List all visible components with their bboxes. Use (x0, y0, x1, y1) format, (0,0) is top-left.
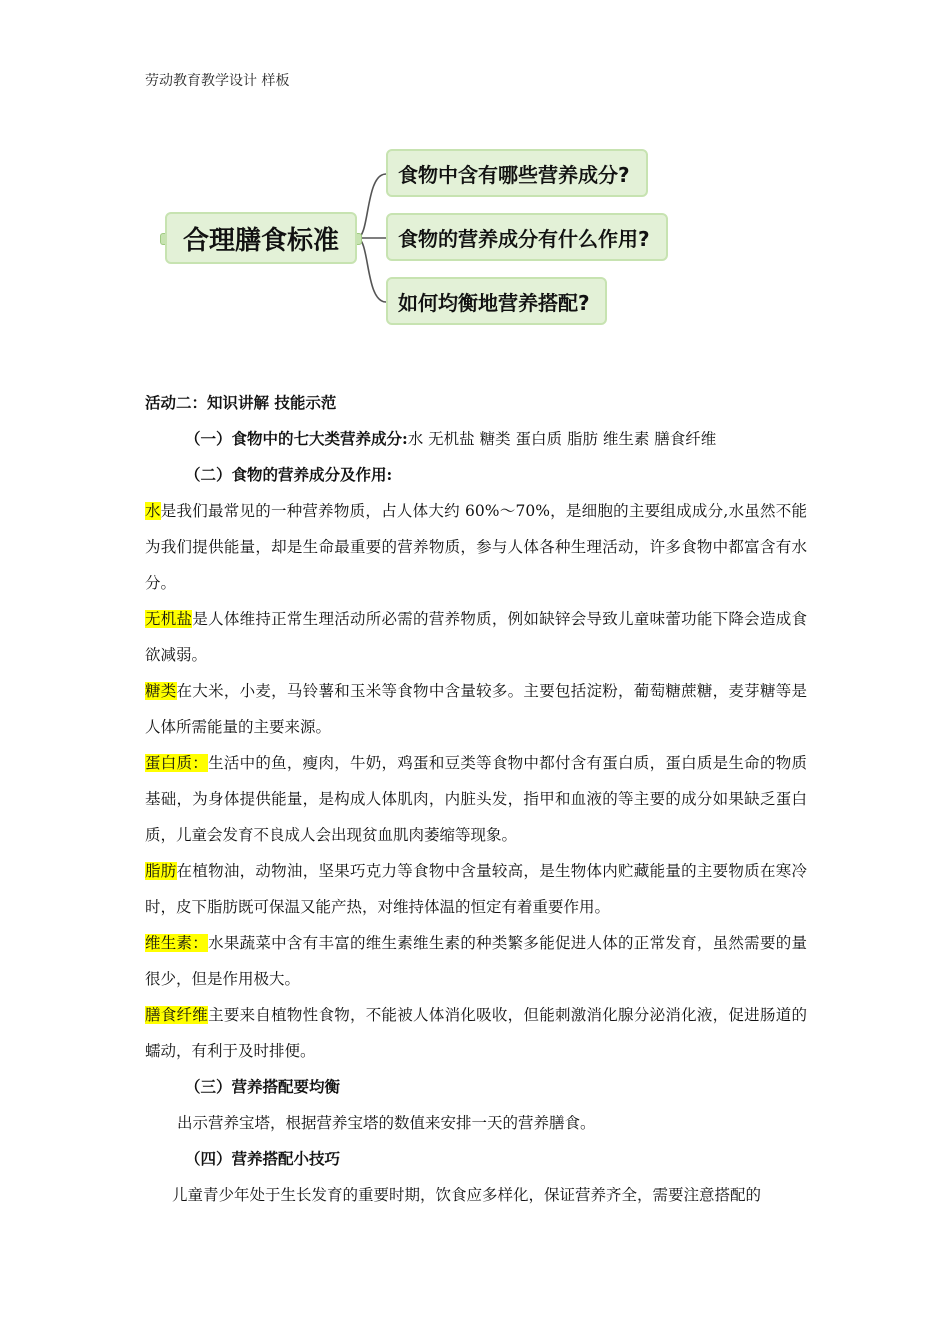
entry-text: 水果蔬菜中含有丰富的维生素维生素的种类繁多能促进人体的正常发育，虽然需要的量很少，但是作用极大。 (145, 934, 807, 988)
section-4-heading: （四）营养搭配小技巧 (185, 1149, 341, 1168)
entry-fat (145, 853, 807, 925)
entry-text: 在植物油，动物油，坚果巧克力等食物中含量较高，是生物体内贮藏能量的主要物质在寒冷时，皮下脂肪既可保温又能产热，对维持体温的恒定有着重要作用。 (145, 862, 807, 916)
term-highlight: 水 (145, 502, 161, 520)
term-highlight: 糖类 (145, 682, 177, 700)
entry-text: 在大米，小麦，马铃薯和玉米等食物中含量较多。主要包括淀粉，葡萄糖蔗糖，麦芽糖等是人体所需能量的主要来源。 (145, 682, 807, 736)
page-header: 劳动教育教学设计 样板 (145, 73, 290, 89)
entry-text: 主要来自植物性食物，不能被人体消化吸收，但能刺激消化腺分泌消化液，促进肠道的蠕动，有利于及时排便。 (145, 1006, 807, 1060)
term-highlight: 维生素： (145, 934, 209, 952)
mind-map (0, 0, 950, 360)
entry-vitamins (145, 925, 807, 997)
mind-map-root: 合理膳食标准 (165, 212, 357, 264)
section-1-items: 水 无机盐 糖类 蛋白质 脂肪 维生素 膳食纤维 (407, 430, 717, 448)
section-3-text: 出示营养宝塔，根据营养宝塔的数值来安排一天的营养膳食。 (177, 1114, 596, 1132)
document-body (145, 385, 807, 1213)
mind-map-branch-3: 如何均衡地营养搭配? (386, 277, 607, 325)
entry-text: 是人体维持正常生理活动所必需的营养物质，例如缺锌会导致儿童味蕾功能下降会造成食欲减弱。 (145, 610, 807, 664)
term-highlight: 脂肪 (145, 862, 177, 880)
section-4-text: 儿童青少年处于生长发育的重要时期，饮食应多样化，保证营养齐全，需要注意搭配的 (172, 1186, 762, 1204)
section-3-heading: （三）营养搭配要均衡 (185, 1077, 341, 1096)
section-1 (145, 421, 807, 457)
activity-title: 活动二：知识讲解 技能示范 (145, 393, 337, 412)
section-1-heading: （一）食物中的七大类营养成分: (185, 429, 408, 448)
entry-text: 生活中的鱼，瘦肉，牛奶，鸡蛋和豆类等食物中都付含有蛋白质，蛋白质是生命的物质基础，为身体提供能量，是构成人体肌肉，内脏头发，指甲和血液的等主要的成分如果缺乏蛋白质，儿童会发育不良成人会出现贫血肌肉萎缩等现象。 (145, 754, 807, 844)
mind-map-branch-1: 食物中含有哪些营养成分? (386, 149, 648, 197)
entry-protein (145, 745, 807, 853)
entry-water (145, 493, 807, 601)
entry-text: 是我们最常见的一种营养物质，占人体大约 60%～70%，是细胞的主要组成成分,水虽然不能为我们提供能量，却是生命最重要的营养物质，参与人体各种生理活动，许多食物中都富含有水分。 (145, 502, 807, 592)
section-2-heading: （二）食物的营养成分及作用: (185, 465, 393, 484)
mind-map-branch-2: 食物的营养成分有什么作用? (386, 213, 668, 261)
entry-minerals (145, 601, 807, 673)
term-highlight: 蛋白质： (145, 754, 209, 772)
entry-carbohydrates (145, 673, 807, 745)
term-highlight: 无机盐 (145, 610, 193, 628)
entry-dietary-fiber (145, 997, 807, 1069)
term-highlight: 膳食纤维 (145, 1006, 209, 1024)
